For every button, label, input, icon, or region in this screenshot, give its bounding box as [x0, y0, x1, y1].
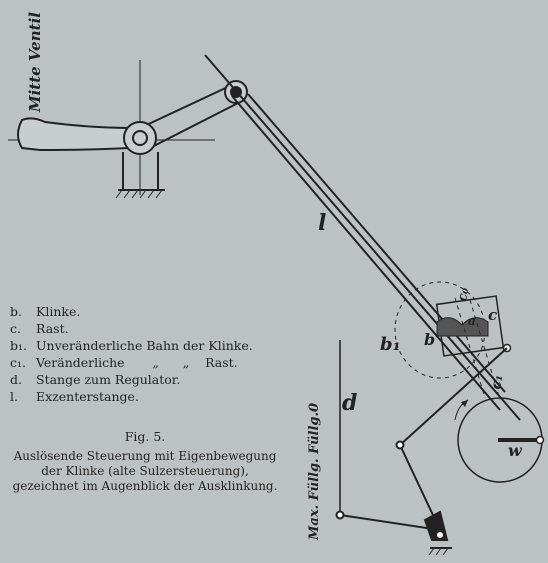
legend-text: Veränderliche „ „ Rast. — [36, 355, 238, 370]
legend-item-c1 — [10, 354, 280, 371]
legend — [10, 303, 280, 405]
figure-caption: Auslösende Steuerung mit Eigenbewegung der Klinke (alte Sulzersteuerung), gezeichnet im Augenblick der Ausklinkung. — [12, 449, 278, 493]
label-b1: b₁ — [380, 334, 401, 355]
label-w: w — [508, 441, 522, 460]
legend-item-b — [10, 303, 280, 320]
legend-key: b₁. — [10, 338, 27, 353]
legend-text: Rast. — [36, 321, 69, 336]
label-c0: c₀ — [455, 286, 473, 303]
legend-key: c. — [10, 321, 21, 336]
label-a: a — [468, 314, 476, 328]
governor-linkage — [337, 340, 508, 555]
figure-title: Fig. 5. — [124, 429, 166, 444]
legend-item-l — [10, 388, 280, 405]
label-mitte-ventil: Mitte Ventil — [26, 12, 44, 112]
legend-text: Stange zum Regulator. — [36, 372, 181, 387]
legend-key: b. — [10, 304, 22, 319]
legend-item-d — [10, 371, 280, 388]
legend-key: d. — [10, 372, 22, 387]
label-c: c — [488, 306, 498, 324]
legend-key: l. — [10, 389, 18, 404]
label-c1: c₁ — [488, 373, 507, 391]
label-l: l — [318, 210, 327, 236]
label-max-fullung: Max. Füllg. Füllg.0 — [307, 402, 322, 540]
legend-text: Klinke. — [36, 304, 81, 319]
legend-text: Unveränderliche Bahn der Klinke. — [36, 338, 253, 353]
label-d: d — [342, 390, 358, 416]
legend-text: Exzenterstange. — [36, 389, 139, 404]
legend-key: c₁. — [10, 355, 26, 370]
legend-item-c — [10, 320, 280, 337]
label-b: b — [424, 330, 436, 349]
legend-item-b1 — [10, 337, 280, 354]
